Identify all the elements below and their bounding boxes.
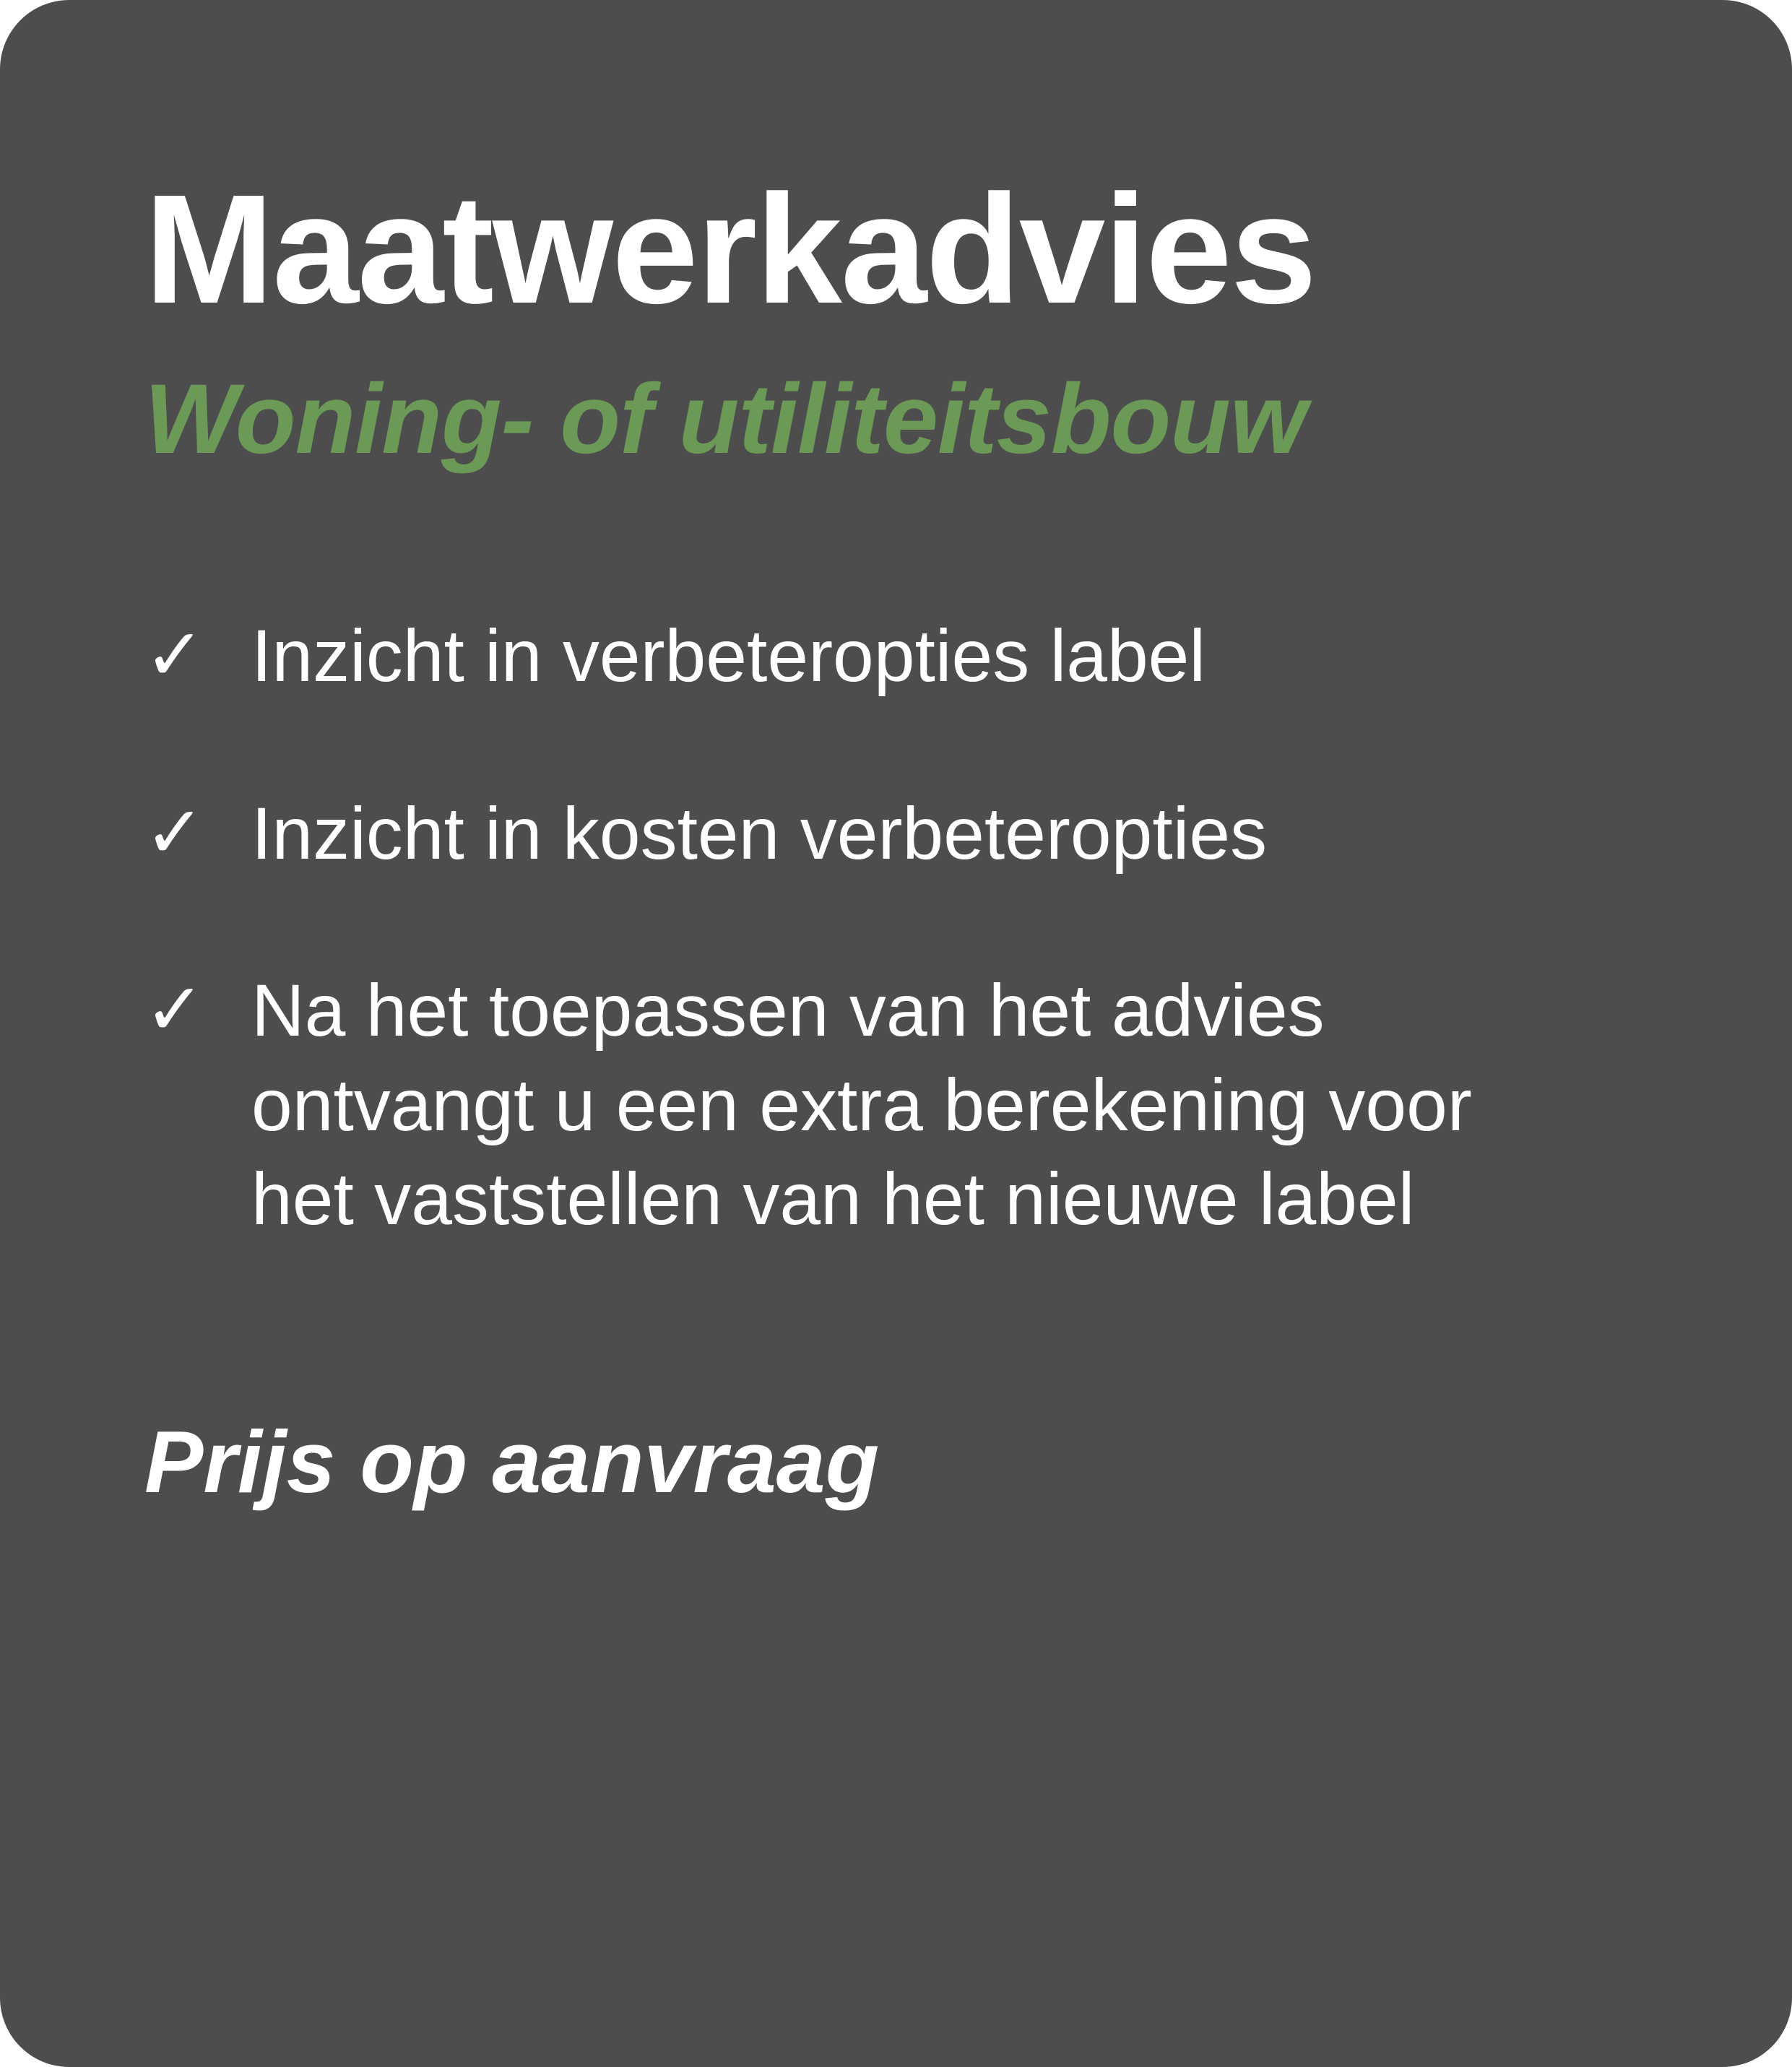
list-item bbox=[144, 786, 1648, 881]
price-label: Prijs op aanvraag bbox=[144, 1412, 880, 1511]
list-item bbox=[144, 609, 1648, 703]
page-title: Maatwerkadvies bbox=[144, 162, 1316, 336]
feature-label: Inzicht in verbeteropties label bbox=[251, 615, 1206, 698]
feature-label: Inzicht in kosten verbeteropties bbox=[251, 792, 1268, 875]
feature-label: Na het toepassen van het advies ontvangt u een extra berekening voor het vaststellen van het nieuwe label bbox=[251, 969, 1472, 1241]
feature-list bbox=[144, 474, 1648, 1247]
check-icon: ✓ bbox=[144, 615, 205, 696]
card-subtitle: Woning- of utiliteitsbouw bbox=[144, 363, 1307, 474]
check-icon: ✓ bbox=[144, 969, 205, 1051]
list-item bbox=[144, 963, 1648, 1247]
check-icon: ✓ bbox=[144, 792, 205, 873]
